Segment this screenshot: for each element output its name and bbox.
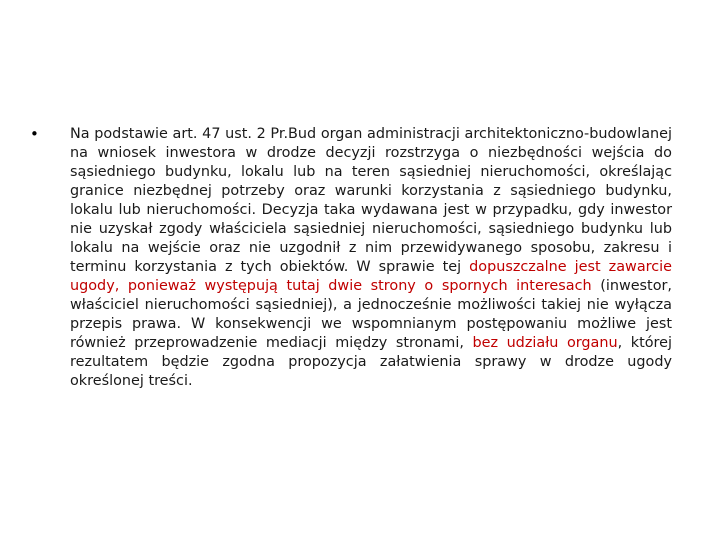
paragraph-highlight-settlement: dopuszczalne jest zawarcie ugody, ponieważ występują tutaj dwie strony o spornych interesach: [70, 259, 672, 294]
paragraph-highlight-no-authority: bez udziału organu: [472, 335, 618, 351]
bullet-marker: •: [30, 125, 39, 143]
bullet-list-item: [30, 125, 672, 391]
paragraph-text-end: , której rezultatem będzie zgodna propozycja załatwienia sprawy w drodze ugody określonej treści.: [70, 335, 672, 389]
bullet-paragraph: [70, 125, 672, 391]
paragraph-text-middle: (inwestor, właściciel nieruchomości sąsiedniej), a jednocześnie możliwości takiej nie wyłącza przepis prawa. W konsekwencji we wspomnianym postępowaniu możliwe jest również przeprowadzenie mediacji między stronami,: [70, 278, 672, 351]
paragraph-text-intro: Na podstawie art. 47 ust. 2 Pr.Bud organ administracji architektoniczno-budowlanej na wniosek inwestora w drodze decyzji rozstrzyga o niezbędności wejścia do sąsiedniego budynku, lokalu lub na teren sąsiedniej nieruchomości, określając granice niezbędnej potrzeby oraz warunki korzystania z sąsiedniego budynku, lokalu lub nieruchomości. Decyzja taka wydawana jest w przypadku, gdy inwestor nie uzyskał zgody właściciela sąsiedniej nieruchomości, sąsiedniego budynku lub lokalu na wejście oraz nie uzgodnił z nim przewidywanego sposobu, zakresu i terminu korzystania z tych obiektów. W sprawie tej: [70, 126, 672, 275]
